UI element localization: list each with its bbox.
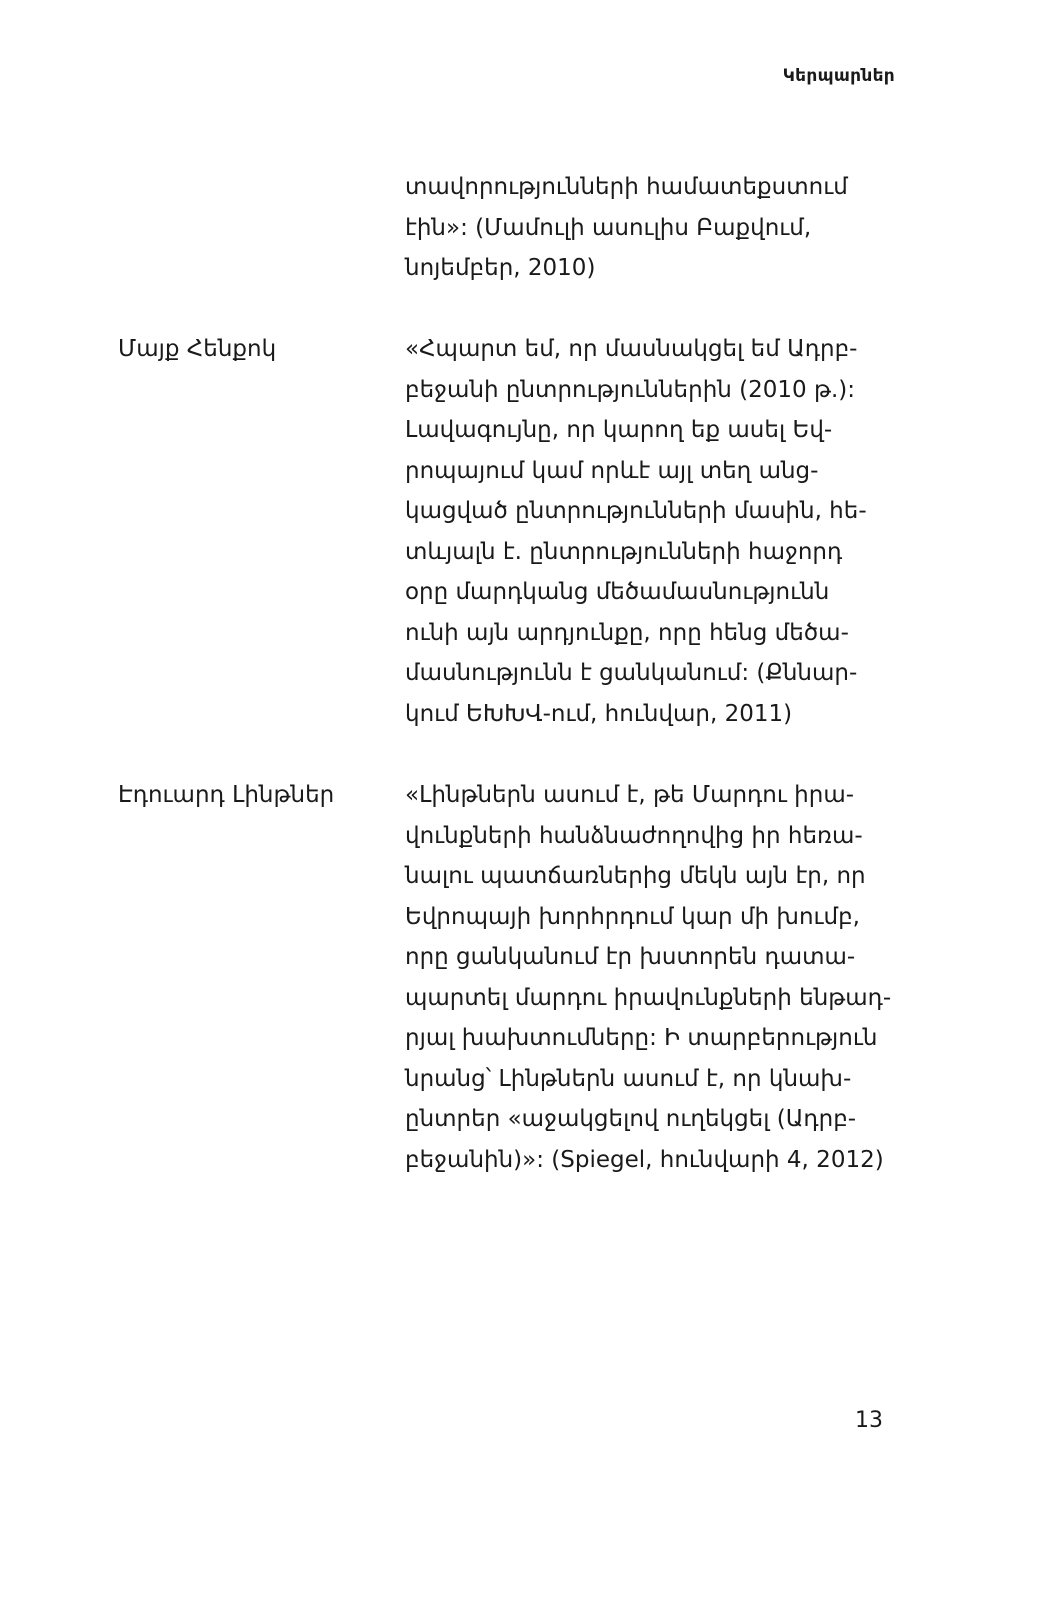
quote-line: էին»: (Մամուլի ասուլիս Բաքվում, [405,214,812,241]
quote-line: նոյեմբեր, 2010) [405,255,596,281]
page-number: 13 [855,1408,883,1433]
quote-line: բեջանի ընտրություններին (2010 թ.): [405,376,856,403]
speaker-name: Էդուարդ Լինթներ [118,782,335,808]
quote-line: որը ցանկանում էր խստորեն դատա- [405,944,856,970]
quote-line: մասնությունն է ցանկանում: (Քննար- [405,660,858,686]
quote-line: պարտել մարդու իրավունքների ենթադ- [405,984,892,1011]
quote-line: տևյալն է. ընտրությունների հաջորդ [405,538,843,565]
quote-line: վունքների հանձնաժողովից իր հեռա- [405,822,863,849]
quote-text [405,775,892,1180]
quote-line: «Լինթներն ասում է, թե Մարդու իրա- [405,782,855,808]
running-header: Կերպարներ [782,66,895,86]
quote-line: րոպայում կամ որևէ այլ տեղ անց- [405,457,819,484]
quote-line: օրը մարդկանց մեծամասնությունն [405,579,830,605]
quote-line: բեջանին)»: (Spiegel, հունվարի 4, 2012) [405,1146,884,1173]
quote-line: րյալ խախտումները: Ի տարբերություն [405,1025,878,1051]
quote-line: Լավագույնը, որ կարող եք ասել Եվ- [405,417,833,443]
quote-line: «Հպարտ եմ, որ մասնակցել եմ Ադրբ- [405,336,858,362]
quote-line: Եվրոպայի խորհրդում կար մի խումբ, [405,903,860,930]
quote-line: նրանց՝ Լինթներն ասում է, որ կնախ- [405,1065,852,1092]
quote-line: կացված ընտրությունների մասին, հե- [405,498,867,524]
quote-line: կում ԵԽԽՎ-ում, հունվար, 2011) [405,700,793,727]
quote-line: տավորությունների համատեքստում [405,174,848,200]
quote-text [405,329,875,734]
quote-text [405,167,875,289]
quote-line: ընտրեր «աջակցելով ուղեկցել (Ադրբ- [405,1106,857,1132]
speaker-name: Մայք Հենքոկ [118,336,277,362]
quote-line: նալու պատճառներից մեկն այն էր, որ [405,863,866,889]
quote-line: ունի այն արդյունքը, որը հենց մեծա- [405,619,849,646]
